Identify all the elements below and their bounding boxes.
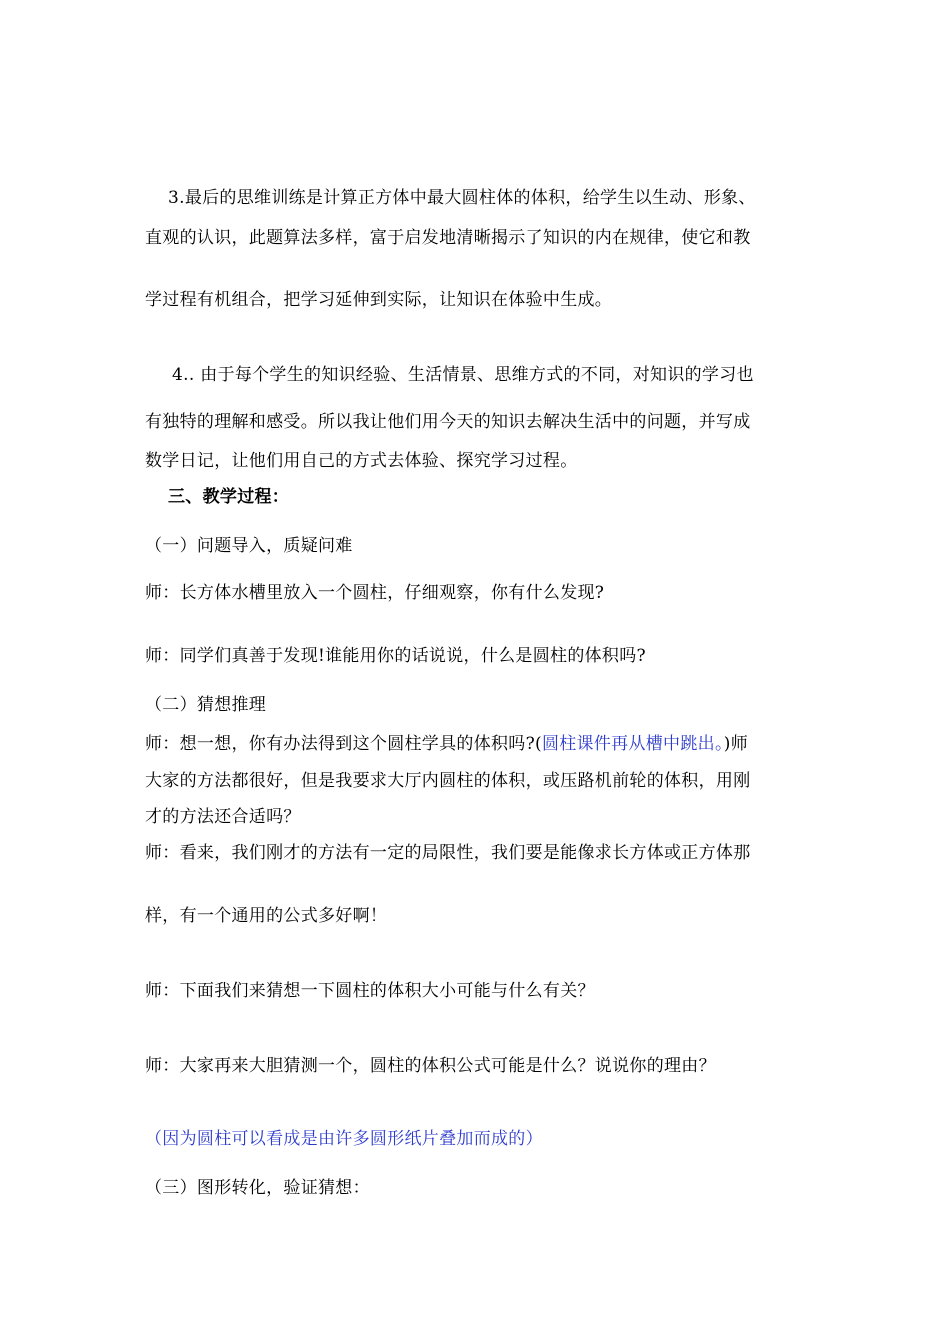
para-3-line-3: 学过程有机组合，把学习延伸到实际，让知识在体验中生成。: [145, 290, 613, 310]
para-4-line-2: 有独特的理解和感受。所以我让他们用今天的知识去解决生活中的问题，并写成: [145, 412, 751, 432]
teacher-line-6: 师：大家再来大胆猜测一个，圆柱的体积公式可能是什么？说说你的理由？: [145, 1056, 716, 1076]
subsection-1-title: （一）问题导入，质疑问难: [145, 536, 353, 556]
teacher-line-4: 师：看来，我们刚才的方法有一定的局限性，我们要是能像求长方体或正方体那: [145, 843, 751, 863]
reason-note: （因为圆柱可以看成是由许多圆形纸片叠加而成的）: [145, 1129, 543, 1149]
teacher-line-3-cont-1: 大家的方法都很好，但是我要求大厅内圆柱的体积，或压路机前轮的体积，用刚: [145, 771, 751, 791]
teacher-line-1: 师：长方体水槽里放入一个圆柱，仔细观察，你有什么发现?: [145, 583, 605, 603]
teacher-line-3-cont-2: 才的方法还合适吗？: [145, 807, 301, 827]
para-4-line-1: 4.. 由于每个学生的知识经验、生活情景、思维方式的不同，对知识的学习也: [172, 365, 754, 385]
para-4-line-3: 数学日记，让他们用自己的方式去体验、探究学习过程。: [145, 451, 578, 471]
teacher-line-4-cont: 样，有一个通用的公式多好啊！: [145, 906, 388, 926]
teacher-line-5: 师：下面我们来猜想一下圆柱的体积大小可能与什么有关？: [145, 981, 595, 1001]
teacher-line-2: 师：同学们真善于发现!谁能用你的话说说，什么是圆柱的体积吗?: [145, 646, 646, 666]
courseware-note: 圆柱课件再从槽中跳出。: [541, 734, 724, 754]
section-heading: 三、教学过程：: [168, 487, 290, 507]
teacher-line-3: [145, 733, 748, 755]
subsection-3-title: （三）图形转化，验证猜想：: [145, 1178, 370, 1198]
para-3-line-1: 3.最后的思维训练是计算正方体中最大圆柱体的体积，给学生以生动、形象、: [168, 188, 756, 208]
subsection-2-title: （二）猜想推理: [145, 695, 267, 715]
teacher-line-3-end: )师: [723, 734, 748, 754]
teacher-line-3-start: 师：想一想，你有办法得到这个圆柱学具的体积吗?(: [145, 734, 542, 754]
para-3-line-2: 直观的认识，此题算法多样，富于启发地清晰揭示了知识的内在规律，使它和教: [145, 228, 751, 248]
